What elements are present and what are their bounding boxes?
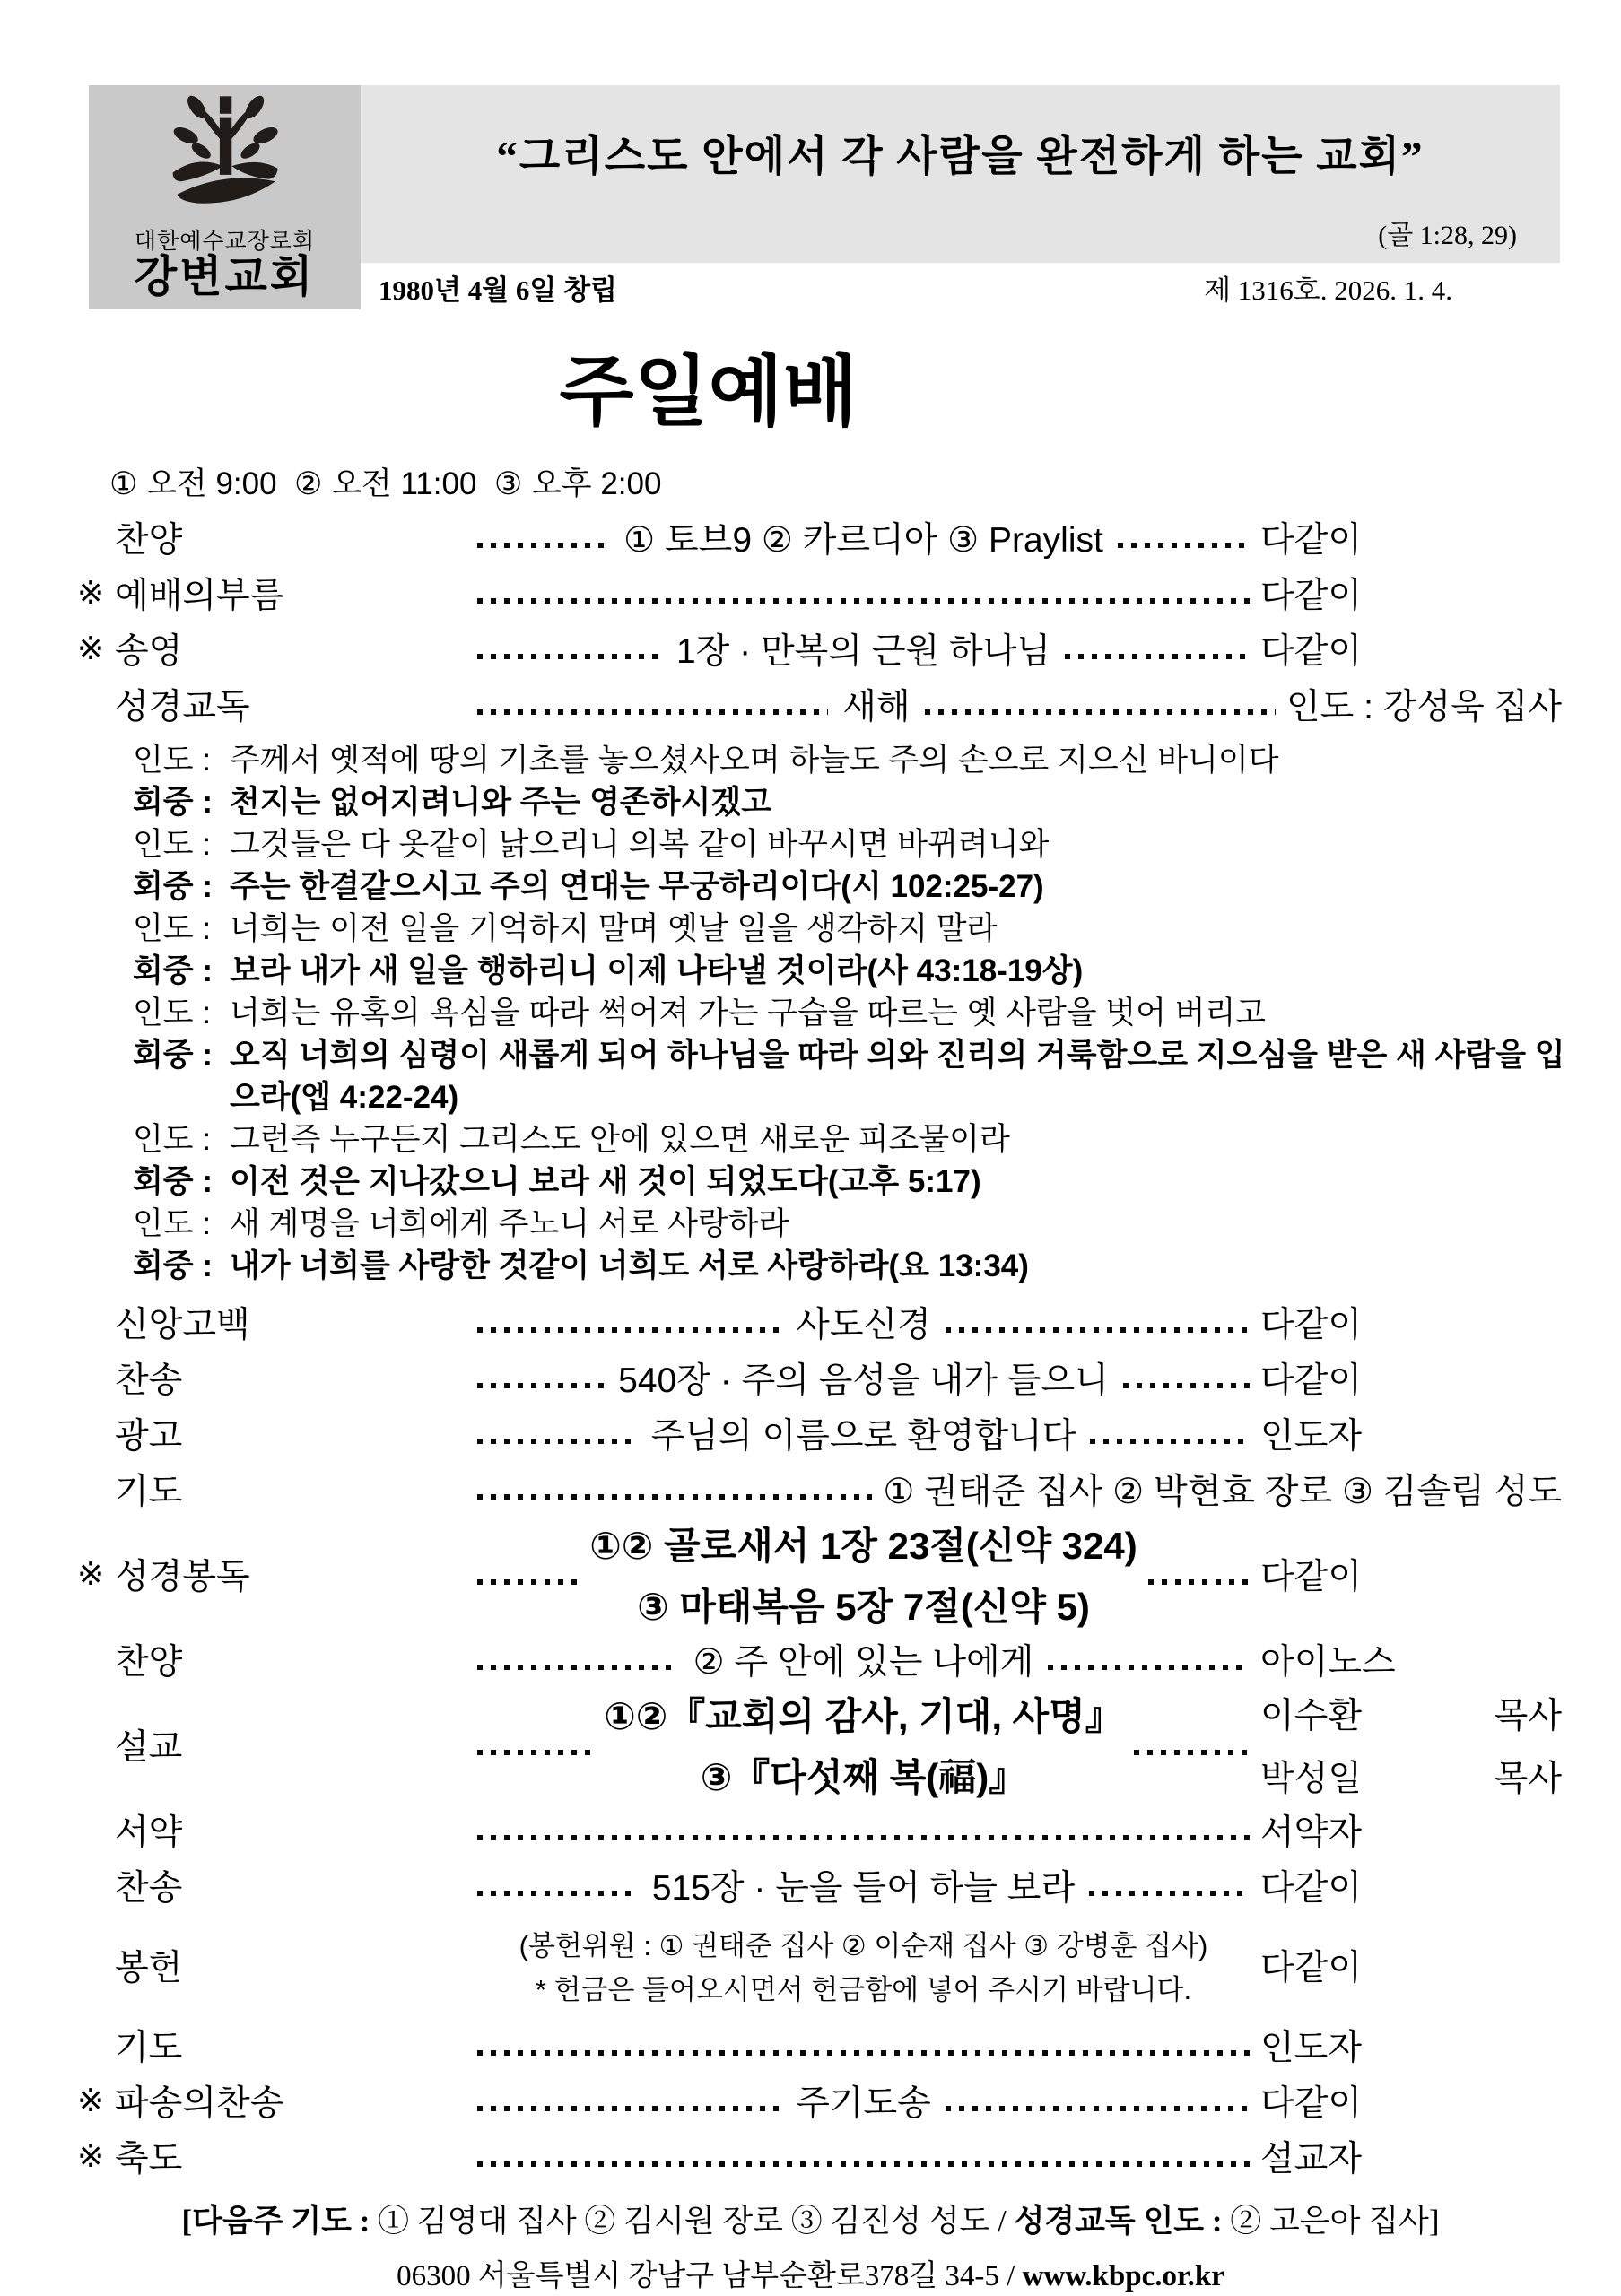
founded-issue-row: [361, 263, 1560, 309]
reading-line: [133, 1161, 1567, 1203]
dotted-leader: [477, 1494, 872, 1500]
offering-notes: [466, 1923, 1260, 2007]
order-right: 인도 : 강성욱 집사: [1285, 688, 1563, 727]
sermon-titles: [604, 1687, 1123, 1802]
reading-line: [133, 1118, 1567, 1161]
order-label: 찬송: [115, 1869, 183, 1909]
order-label: 성경교독: [115, 688, 250, 727]
dotted-leader: [477, 1835, 1250, 1840]
reading-line: [133, 992, 1567, 1034]
order-label: 봉헌: [115, 1949, 183, 1988]
order-right: 다같이: [1260, 1949, 1363, 1988]
dotted-leader: [477, 1439, 637, 1444]
scripture-line-1: ①② 골로새서 1장 23절(신약 324): [589, 1525, 1137, 1568]
founded-date: 1980년 4월 6일 창립: [379, 274, 617, 306]
order-row-creed: [77, 1294, 1562, 1350]
order-label: 예배의부름: [115, 577, 284, 616]
reading-line: [133, 781, 1567, 823]
issue-number: 제 1316호. 2026. 1. 4.: [1204, 274, 1452, 306]
order-right: 다같이: [1260, 1306, 1363, 1345]
order-label: 송영: [115, 632, 183, 672]
reading-text: 너희는 유혹의 욕심을 따라 썩어져 가는 구습을 따르는 옛 사람을 벗어 버리고: [230, 996, 1267, 1031]
next-week-prayer-names: ① 김영대 집사 ② 김시원 장로 ③ 김진성 성도 /: [378, 2204, 1007, 2239]
reading-speaker: 회중 :: [133, 869, 213, 905]
dotted-leader: [1090, 1439, 1250, 1444]
order-row-vow: [77, 1802, 1562, 1857]
order-row-announcements: [77, 1405, 1562, 1461]
next-week-reading-name: ② 고은아 집사]: [1230, 2204, 1440, 2239]
order-row-gloria: [77, 621, 1562, 676]
order-content: 515장 · 눈을 들어 하늘 보라: [651, 1869, 1076, 1909]
header: [89, 85, 1560, 309]
order-label: 찬양: [115, 1643, 183, 1683]
motto-reference: (골 1:28, 29): [1378, 221, 1517, 250]
reading-speaker: 인도 :: [133, 827, 212, 863]
order-row-scripture: [77, 1517, 1562, 1631]
order-right: 다같이: [1260, 1361, 1363, 1401]
order-content: ① 토브9 ② 카르디아 ③ Praylist: [623, 521, 1103, 561]
preacher-2: 박성일 목사: [1260, 1760, 1562, 1799]
reading-text: 이전 것은 지나갔으니 보라 새 것이 되었도다(고후 5:17): [230, 1164, 981, 1200]
reading-text: 그런즉 누구든지 그리스도 안에 있으면 새로운 피조물이라: [230, 1122, 1010, 1158]
reading-line: [133, 865, 1567, 908]
reading-speaker: 회중 :: [133, 1164, 213, 1200]
order-content: ② 주 안에 있는 나에게: [693, 1643, 1034, 1683]
order-right: 다같이: [1260, 1558, 1363, 1597]
sermon-preachers: [1260, 1688, 1562, 1801]
motto-banner: [361, 85, 1560, 263]
next-week-prayer-label: [다음주 기도 :: [181, 2204, 370, 2239]
reading-speaker: 회중 :: [133, 785, 213, 821]
dotted-leader: [946, 1327, 1250, 1333]
page-title: 주일예배: [559, 349, 858, 435]
dotted-leader: [477, 1750, 593, 1755]
church-logo-box: [89, 85, 361, 309]
dotted-leader: [925, 709, 1276, 715]
order-right: 아이노스: [1260, 1643, 1396, 1683]
offering-committee: (봉헌위원 : ① 권태준 집사 ② 이순재 집사 ③ 강병훈 집사): [519, 1930, 1208, 1962]
dotted-leader: [477, 2050, 1250, 2056]
preacher-1: 이수환 목사: [1260, 1697, 1562, 1736]
dotted-leader: [1048, 1665, 1250, 1670]
order-content: 사도신경: [796, 1306, 931, 1345]
reading-text: 주는 한결같으시고 주의 연대는 무궁하리이다(시 102:25-27): [230, 869, 1044, 905]
scripture-passages: [589, 1517, 1137, 1631]
dotted-leader: [477, 1327, 781, 1333]
reading-text: 새 계명을 너희에게 주노니 서로 사랑하라: [230, 1206, 789, 1242]
order-row-prayer1: [77, 1461, 1562, 1517]
reading-line: [133, 908, 1567, 950]
church-motto: “그리스도 안에서 각 사람을 완전하게 하는 교회”: [496, 134, 1425, 180]
order-row-hymn540: [77, 1350, 1562, 1405]
order-of-worship-2: [0, 1294, 1621, 2184]
order-content: 540장 · 주의 음성을 내가 들으니: [618, 1361, 1109, 1401]
dotted-leader: [1118, 543, 1250, 548]
order-label: 설교: [115, 1728, 183, 1768]
reading-speaker: 회중 :: [133, 953, 213, 989]
order-label: 기도: [115, 1473, 183, 1512]
reading-line: [133, 823, 1567, 865]
order-row-responsive-reading: [77, 676, 1562, 732]
reading-speaker: 인도 :: [133, 743, 212, 778]
order-right: 인도자: [1260, 1417, 1363, 1457]
footer: [0, 2196, 1621, 2296]
reading-text: 내가 너희를 사랑한 것같이 너희도 서로 사랑하라(요 13:34): [230, 1248, 1029, 1284]
order-right: ① 권태준 집사 ② 박현효 장로 ③ 김솔림 성도: [883, 1473, 1562, 1512]
order-right: 다같이: [1260, 632, 1363, 672]
reading-speaker: 인도 :: [133, 996, 212, 1031]
reading-line: [133, 1034, 1567, 1118]
order-content: 1장 · 만복의 근원 하나님: [675, 632, 1051, 672]
dotted-leader: [477, 1383, 604, 1388]
order-right: 서약자: [1260, 1813, 1363, 1853]
order-label: 서약: [115, 1813, 183, 1853]
dotted-leader: [477, 1891, 638, 1896]
order-row-offering: [77, 1913, 1562, 2017]
reading-line: [133, 739, 1567, 781]
reading-speaker: 인도 :: [133, 911, 212, 947]
order-of-worship: [0, 509, 1621, 732]
order-content: 주기도송: [796, 2084, 931, 2124]
dotted-leader: [477, 2161, 1250, 2167]
church-name: 강변교회: [134, 252, 316, 301]
next-week-reading-label: 성경교독 인도 :: [1014, 2204, 1223, 2239]
order-right: 다같이: [1260, 2084, 1363, 2124]
church-logo-icon: [159, 90, 292, 221]
order-label: 축도: [115, 2140, 183, 2179]
reading-text: 천지는 없어지려니와 주는 영존하시겠고: [230, 785, 771, 821]
order-row-sending-hymn: [77, 2073, 1562, 2128]
header-banner: [361, 85, 1560, 309]
order-content: 새해: [842, 688, 911, 727]
dotted-leader: [1089, 1891, 1250, 1896]
order-content: 주님의 이름으로 환영합니다: [650, 1417, 1076, 1457]
order-label: 신앙고백: [115, 1306, 250, 1345]
order-right: 다같이: [1260, 521, 1363, 561]
reading-speaker: 인도 :: [133, 1122, 212, 1158]
order-row-praise1: [77, 509, 1562, 565]
asterisk-mark: ※: [77, 630, 105, 667]
church-address: 06300 서울특별시 강남구 남부순환로378길 34-5 /: [397, 2260, 1015, 2293]
reading-text: 주께서 옛적에 땅의 기초를 놓으셨사오며 하늘도 주의 손으로 지으신 바니이다: [230, 743, 1279, 778]
dotted-leader: [1123, 1383, 1250, 1388]
order-row-prayer2: [77, 2017, 1562, 2073]
order-row-benediction: [77, 2128, 1562, 2184]
order-label: 광고: [115, 1417, 183, 1457]
reading-speaker: 인도 :: [133, 1206, 212, 1242]
dotted-leader: [477, 543, 609, 548]
service-times: ① 오전 9:00 ② 오전 11:00 ③ 오후 2:00: [109, 466, 662, 502]
reading-speaker: 회중 :: [133, 1248, 213, 1284]
dotted-leader: [477, 654, 662, 659]
order-label: 성경봉독: [115, 1558, 250, 1597]
order-label: 기도: [115, 2029, 183, 2068]
order-right: 다같이: [1260, 1869, 1363, 1909]
reading-text: 보라 내가 새 일을 행하리니 이제 나타낼 것이라(사 43:18-19상): [230, 953, 1084, 989]
church-website: www.kbpc.or.kr: [1022, 2260, 1224, 2293]
order-row-praise2: [77, 1631, 1562, 1687]
order-label: 파송의찬송: [115, 2084, 284, 2124]
dotted-leader: [1065, 654, 1250, 659]
asterisk-mark: ※: [77, 574, 105, 612]
address-line: [0, 2252, 1621, 2294]
sermon-title-1: ①②『교회의 감사, 기대, 사명』: [604, 1695, 1123, 1738]
order-row-sermon: [77, 1687, 1562, 1802]
reading-text: 오직 너희의 심령이 새롭게 되어 하나님을 따라 의와 진리의 거룩함으로 지으심을 받은 새 사람을 입으라(엡 4:22-24): [230, 1038, 1565, 1116]
responsive-reading-block: [0, 732, 1621, 1294]
order-row-call-to-worship: [77, 565, 1562, 621]
order-label: 찬송: [115, 1361, 183, 1401]
dotted-leader: [477, 598, 1250, 604]
order-row-hymn515: [77, 1857, 1562, 1913]
dotted-leader: [477, 709, 828, 715]
order-label: 찬양: [115, 521, 183, 561]
reading-line: [133, 950, 1567, 992]
order-right: 인도자: [1260, 2029, 1363, 2068]
sermon-title-2: ③『다섯째 복(福)』: [700, 1756, 1027, 1799]
dotted-leader: [477, 1665, 679, 1670]
reading-speaker: 회중 :: [133, 1038, 213, 1074]
reading-text: 그것들은 다 옷같이 낡으리니 의복 같이 바꾸시면 바뀌려니와: [230, 827, 1050, 863]
reading-text: 너희는 이전 일을 기억하지 말며 옛날 일을 생각하지 말라: [230, 911, 998, 947]
reading-line: [133, 1203, 1567, 1245]
dotted-leader: [946, 2106, 1250, 2111]
reading-line: [133, 1245, 1567, 1287]
asterisk-mark: ※: [77, 1555, 105, 1593]
denomination-label: 대한예수교장로회: [134, 228, 316, 254]
asterisk-mark: ※: [77, 2137, 105, 2175]
next-week-line: [0, 2196, 1621, 2241]
asterisk-mark: ※: [77, 2082, 105, 2119]
dotted-leader: [1148, 1579, 1250, 1585]
order-right: 설교자: [1260, 2140, 1363, 2179]
scripture-line-2: ③ 마태복음 5장 7절(신약 5): [637, 1586, 1090, 1629]
offering-instruction: * 헌금은 들어오시면서 헌금함에 넣어 주시기 바랍니다.: [535, 1974, 1192, 2006]
order-right: 다같이: [1260, 577, 1363, 616]
dotted-leader: [1134, 1750, 1250, 1755]
dotted-leader: [477, 2106, 781, 2111]
dotted-leader: [477, 1579, 579, 1585]
